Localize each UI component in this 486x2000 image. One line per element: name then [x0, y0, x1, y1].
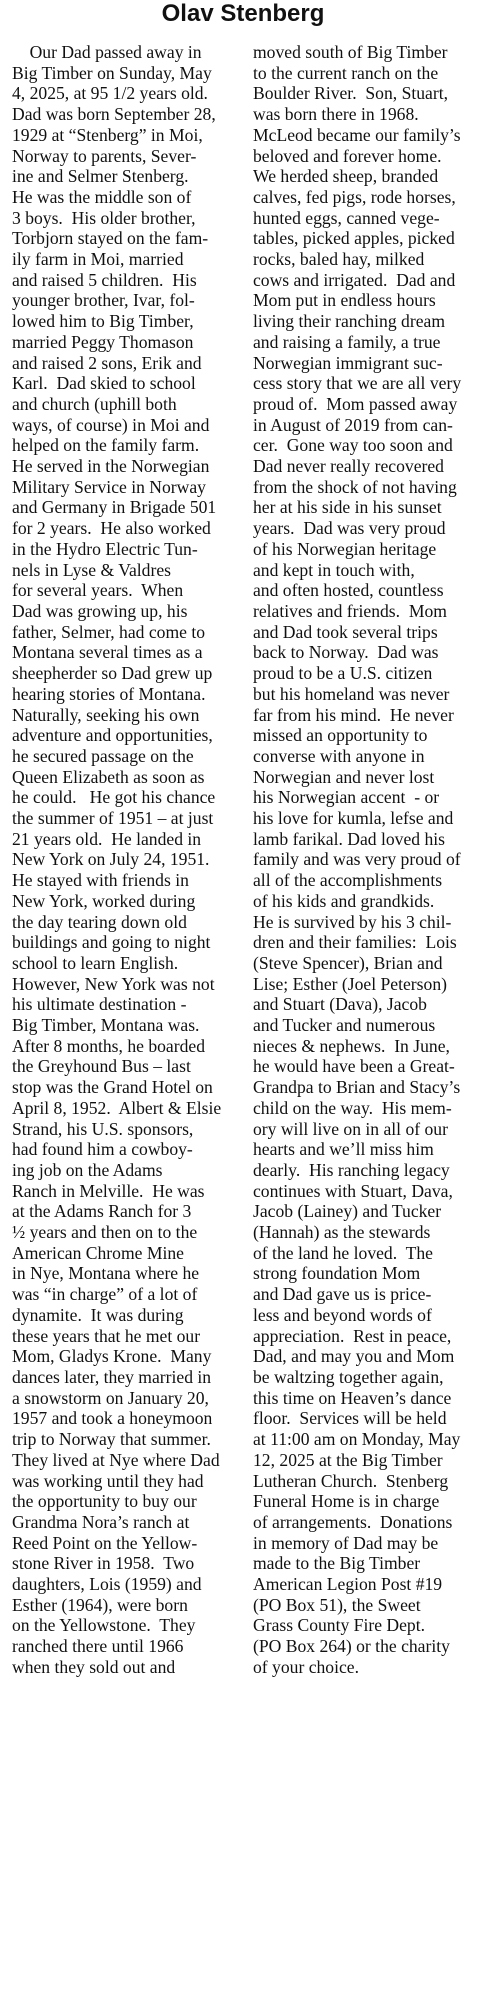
right-column-line: her at his side in his sunset	[253, 497, 442, 518]
left-column-line: and raised 2 sons, Erik and	[12, 352, 202, 373]
left-column-line: 4, 2025, at 95 1/2 years old.	[12, 83, 208, 104]
right-column-line: dren and their families: Lois	[253, 932, 457, 953]
right-column-line: and Stuart (Dava), Jacob	[253, 994, 427, 1015]
right-column-line: far from his mind. He never	[253, 704, 454, 725]
right-column-line: Grandpa to Brian and Stacy’s	[253, 1077, 461, 1098]
left-column-line: at the Adams Ranch for 3	[12, 1201, 192, 1222]
right-column-line: (Steve Spencer), Brian and	[253, 952, 443, 973]
left-column-line: had found him a cowboy-	[12, 1139, 193, 1160]
right-column-line: of his kids and grandkids.	[253, 890, 435, 911]
left-column-line: and raised 5 children. His	[12, 269, 197, 290]
right-column-line: hearts and we’ll miss him	[253, 1139, 434, 1160]
left-column-line: he secured passage on the	[12, 745, 194, 766]
left-column-line: Dad was growing up, his	[12, 600, 188, 621]
right-column-line: We herded sheep, branded	[253, 166, 439, 187]
right-column-line: calves, fed pigs, rode horses,	[253, 186, 456, 207]
left-column-line: 1957 and took a honeymoon	[12, 1408, 213, 1429]
right-column-line: Lutheran Church. Stenberg	[253, 1470, 449, 1491]
right-column-line: Dad, and may you and Mom	[253, 1346, 455, 1367]
right-column-line: ory will live on in all of our	[253, 1118, 448, 1139]
left-column-line: Torbjorn stayed on the fam-	[12, 228, 209, 249]
left-column-line: father, Selmer, had come to	[12, 621, 206, 642]
obituary-title: Olav Stenberg	[161, 0, 325, 27]
right-column-line: of his Norwegian heritage	[253, 538, 437, 559]
left-column-line: He served in the Norwegian	[12, 456, 210, 477]
right-column-line: nieces & nephews. In June,	[253, 1035, 450, 1056]
right-column-line: proud to be a U.S. citizen	[253, 663, 433, 684]
left-column-line: a snowstorm on January 20,	[12, 1387, 209, 1408]
left-column-line: buildings and going to night	[12, 932, 211, 953]
right-column-line: converse with anyone in	[253, 745, 425, 766]
right-column-line: and often hosted, countless	[253, 580, 444, 601]
right-column-line: living their ranching dream	[253, 311, 446, 332]
right-column-line: was born there in 1968.	[253, 104, 419, 125]
left-column-line: However, New York was not	[12, 973, 215, 994]
right-column-line: he would have been a Great-	[253, 1056, 455, 1077]
right-column-line: cows and irrigated. Dad and	[253, 269, 456, 290]
left-column-line: Dad was born September 28,	[12, 104, 216, 125]
right-column-line: of your choice.	[253, 1656, 360, 1677]
left-column-line: Norway to parents, Sever-	[12, 145, 197, 166]
right-column-line: tables, picked apples, picked	[253, 228, 455, 249]
left-column-line: he could. He got his chance	[12, 787, 216, 808]
left-column	[12, 42, 241, 1678]
left-column-line: helped on the family farm.	[12, 435, 200, 456]
right-column-line: of the land he loved. The	[253, 1242, 433, 1263]
left-column-line: his ultimate destination -	[12, 994, 187, 1015]
right-column-line: his Norwegian accent - or	[253, 787, 440, 808]
left-column-line: adventure and opportunities,	[12, 725, 213, 746]
right-column-line: back to Norway. Dad was	[253, 642, 439, 663]
left-column-line: Naturally, seeking his own	[12, 704, 200, 725]
right-column-line: of arrangements. Donations	[253, 1511, 453, 1532]
left-column-line: was working until they had	[12, 1470, 204, 1491]
right-column-line: (PO Box 51), the Sweet	[253, 1594, 421, 1615]
left-column-line: nels in Lyse & Valdres	[12, 559, 171, 580]
right-column-line: McLeod became our family’s	[253, 124, 461, 145]
right-column-line: all of the accomplishments	[253, 870, 443, 891]
right-column-line: Lise; Esther (Joel Peterson)	[253, 973, 447, 994]
left-column-line: 1929 at “Stenberg” in Moi,	[12, 124, 203, 145]
left-column-line: Ranch in Melville. He was	[12, 1180, 205, 1201]
left-column-line: Montana several times as a	[12, 642, 203, 663]
left-column-line: New York on July 24, 1951.	[12, 849, 210, 870]
right-column-line: Jacob (Lainey) and Tucker	[253, 1201, 442, 1222]
left-column-line: younger brother, Ivar, fol-	[12, 290, 195, 311]
right-column-line: 12, 2025 at the Big Timber	[253, 1449, 443, 1470]
right-column-line: and Dad took several trips	[253, 621, 438, 642]
right-column-line: this time on Heaven’s dance	[253, 1387, 452, 1408]
left-column-line: Esther (1964), were born	[12, 1594, 188, 1615]
right-column-line: Funeral Home is in charge	[253, 1491, 440, 1512]
left-column-line: 3 boys. His older brother,	[12, 207, 196, 228]
right-column-line: to the current ranch on the	[253, 62, 439, 83]
right-column-line: at 11:00 am on Monday, May	[253, 1429, 461, 1450]
left-column-line: and church (uphill both	[12, 393, 177, 414]
left-column-line: these years that he met our	[12, 1325, 201, 1346]
right-column-line: dearly. His ranching legacy	[253, 1159, 450, 1180]
right-column-line: He is survived by his 3 chil-	[253, 911, 452, 932]
left-column-line: school to learn English.	[12, 952, 179, 973]
right-column-line: be waltzing together again,	[253, 1367, 444, 1387]
left-column-line: the day tearing down old	[12, 911, 187, 932]
right-column-line: (PO Box 264) or the charity	[253, 1636, 450, 1657]
right-column-line: lamb farikal. Dad loved his	[253, 828, 446, 849]
left-column-line: trip to Norway that summer.	[12, 1429, 211, 1450]
right-column-line: moved south of Big Timber	[253, 42, 448, 62]
left-column-line: Military Service in Norway	[12, 476, 206, 497]
left-column-line: Queen Elizabeth as soon as	[12, 766, 205, 787]
left-column-line: the summer of 1951 – at just	[12, 808, 214, 829]
left-column-line: lowed him to Big Timber,	[12, 311, 194, 332]
right-column-line: Dad never really recovered	[253, 456, 444, 477]
left-column-line: ily farm in Moi, married	[12, 249, 184, 270]
right-column-line: Grass County Fire Dept.	[253, 1615, 426, 1636]
left-column-line: in Nye, Montana where he	[12, 1263, 200, 1284]
left-column-line: Reed Point on the Yellow-	[12, 1532, 198, 1553]
left-column-line: Grandma Nora’s ranch at	[12, 1511, 190, 1532]
right-column-line: and Dad gave us is price-	[253, 1284, 432, 1305]
left-column-line: ing job on the Adams	[12, 1159, 163, 1180]
right-column-line: and kept in touch with,	[253, 559, 415, 580]
left-column-line: Karl. Dad skied to school	[12, 373, 196, 394]
right-column-line: child on the way. His mem-	[253, 1097, 452, 1118]
right-column-line: and Tucker and numerous	[253, 1015, 436, 1036]
left-column-line: the opportunity to buy our	[12, 1491, 197, 1512]
right-column-line: in memory of Dad may be	[253, 1532, 439, 1553]
left-column-line: Big Timber on Sunday, May	[12, 62, 212, 83]
left-column-line: American Chrome Mine	[12, 1242, 184, 1263]
left-column-line: dances later, they married in	[12, 1367, 212, 1387]
right-column-line: in August of 2019 from can-	[253, 414, 453, 435]
right-column-line: strong foundation Mom	[253, 1263, 421, 1284]
left-column-line: He was the middle son of	[12, 186, 192, 207]
left-column-line: in the Hydro Electric Tun-	[12, 538, 198, 559]
right-column-line: rocks, baled hay, milked	[253, 249, 425, 270]
left-column-line: hearing stories of Montana.	[12, 683, 206, 704]
left-column-line: Our Dad passed away in	[12, 42, 202, 62]
left-column-line: dynamite. It was during	[12, 1304, 184, 1325]
right-column-line: less and beyond words of	[253, 1304, 432, 1325]
left-column-line: 21 years old. He landed in	[12, 828, 202, 849]
right-column-line: and raising a family, a true	[253, 331, 441, 352]
right-column-line: missed an opportunity to	[253, 725, 428, 746]
left-column-line: ½ years and then on to the	[12, 1222, 198, 1243]
left-column-line: Big Timber, Montana was.	[12, 1015, 200, 1036]
left-column-line: for several years. When	[12, 580, 184, 601]
left-column-line: They lived at Nye where Dad	[12, 1449, 220, 1470]
right-column-line: relatives and friends. Mom	[253, 600, 447, 621]
right-column-line: Norwegian immigrant suc-	[253, 352, 443, 373]
right-column-line: from the shock of not having	[253, 476, 457, 497]
right-column-line: continues with Stuart, Dava,	[253, 1180, 453, 1201]
left-column-line: sheepherder so Dad grew up	[12, 663, 213, 684]
left-column-line: and Germany in Brigade 501	[12, 497, 217, 518]
right-column-line: his love for kumla, lefse and	[253, 808, 454, 829]
left-column-line: ranched there until 1966	[12, 1636, 184, 1657]
right-column-line: Mom put in endless hours	[253, 290, 436, 311]
left-column-line: on the Yellowstone. They	[12, 1615, 196, 1636]
right-column-line: appreciation. Rest in peace,	[253, 1325, 452, 1346]
right-column-line: hunted eggs, canned vege-	[253, 207, 440, 228]
right-column-line: proud of. Mom passed away	[253, 393, 458, 414]
left-column-line: married Peggy Thomason	[12, 331, 194, 352]
right-column	[253, 42, 480, 1678]
left-column-line: ways, of course) in Moi and	[12, 414, 210, 435]
left-column-line: for 2 years. He also worked	[12, 518, 211, 539]
right-column-line: family and was very proud of	[253, 849, 461, 870]
left-column-line: Mom, Gladys Krone. Many	[12, 1346, 212, 1367]
left-column-line: After 8 months, he boarded	[12, 1035, 205, 1056]
right-column-line: cer. Gone way too soon and	[253, 435, 453, 456]
left-column-line: Strand, his U.S. sponsors,	[12, 1118, 194, 1139]
left-column-line: He stayed with friends in	[12, 870, 189, 891]
left-column-line: April 8, 1952. Albert & Elsie	[12, 1097, 222, 1118]
right-column-line: Boulder River. Son, Stuart,	[253, 83, 448, 104]
left-column-line: stone River in 1958. Two	[12, 1553, 195, 1574]
left-column-line: ine and Selmer Stenberg.	[12, 166, 189, 187]
right-column-line: American Legion Post #19	[253, 1574, 443, 1595]
right-column-line: but his homeland was never	[253, 683, 450, 704]
left-column-line: New York, worked during	[12, 890, 196, 911]
right-column-line: Norwegian and never lost	[253, 766, 435, 787]
left-column-line: was “in charge” of a lot of	[12, 1284, 198, 1305]
right-column-line: beloved and forever home.	[253, 145, 442, 166]
left-column-line: daughters, Lois (1959) and	[12, 1574, 202, 1595]
right-column-line: years. Dad was very proud	[253, 518, 446, 539]
right-column-line: cess story that we are all very	[253, 373, 462, 394]
right-column-line: floor. Services will be held	[253, 1408, 447, 1429]
left-column-line: the Greyhound Bus – last	[12, 1056, 191, 1077]
left-column-line: stop was the Grand Hotel on	[12, 1077, 213, 1098]
right-column-line: (Hannah) as the stewards	[253, 1222, 431, 1243]
right-column-line: made to the Big Timber	[253, 1553, 421, 1574]
left-column-line: when they sold out and	[12, 1656, 176, 1677]
